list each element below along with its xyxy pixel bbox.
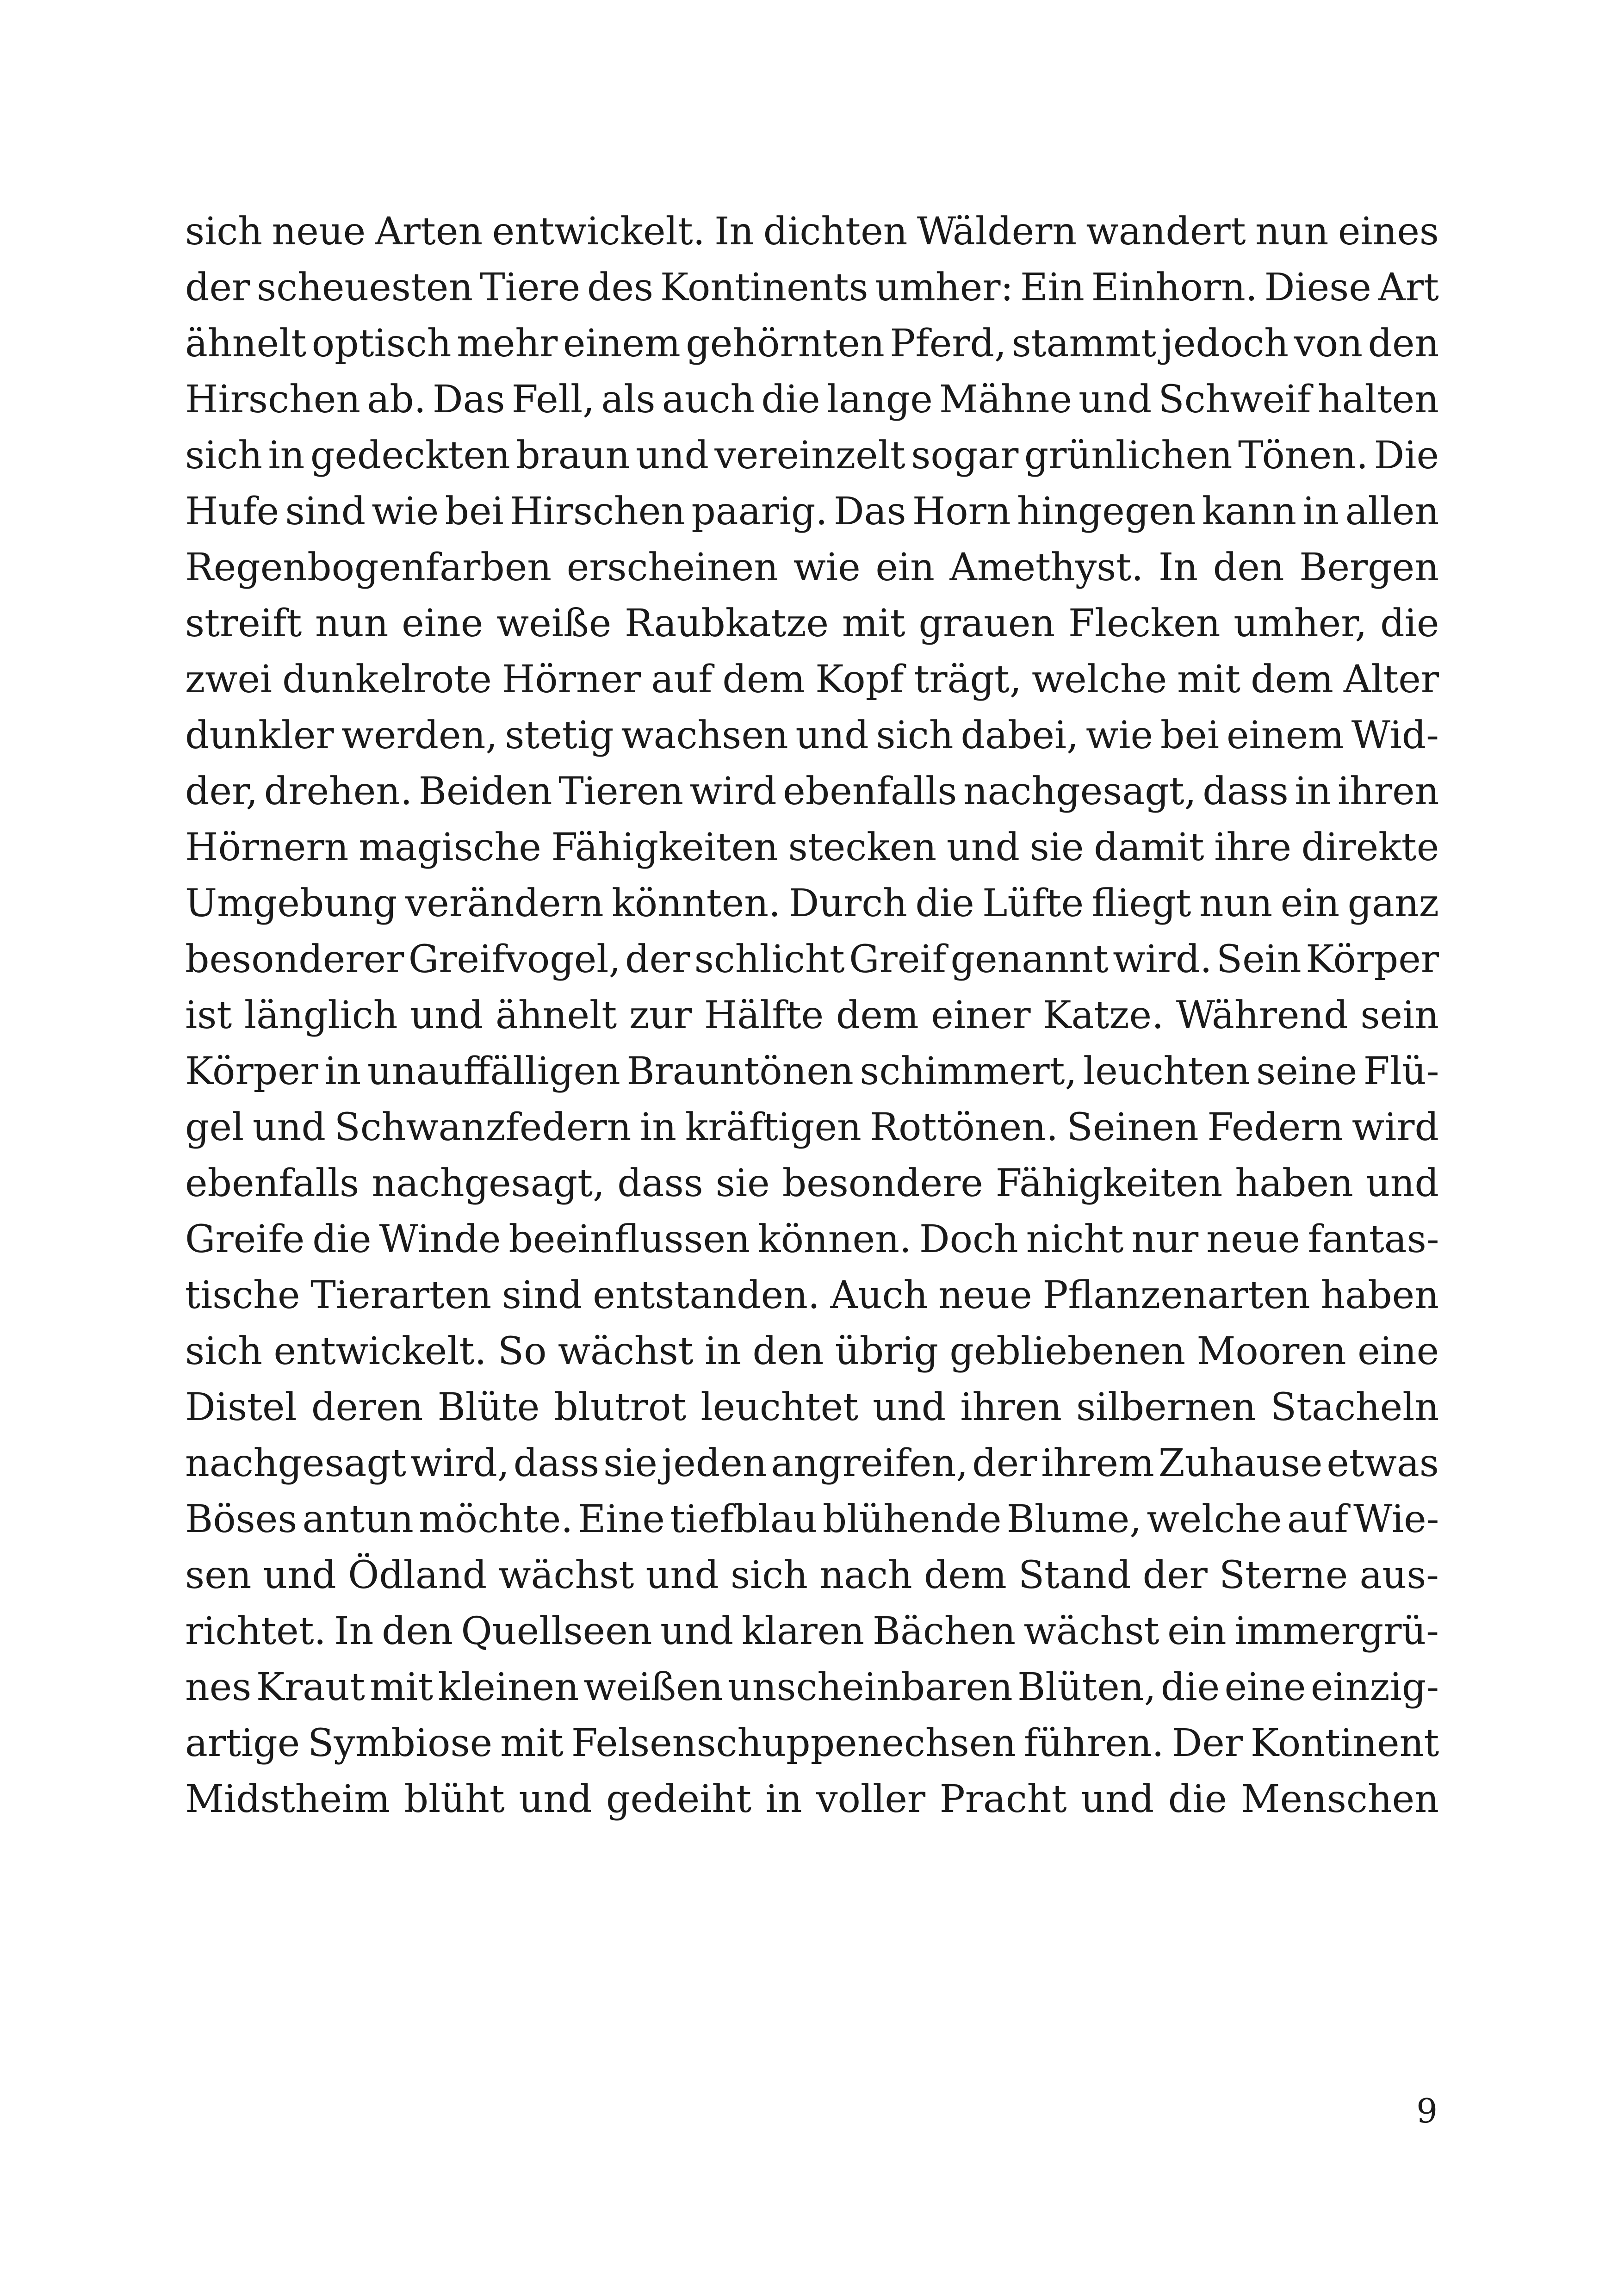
text-line: artige Symbiose mit Felsenschuppenechsen führen. Der Kontinent <box>185 1721 1439 1765</box>
text-line: Hirschen ab. Das Fell, als auch die lange Mähne und Schweif halten <box>185 378 1439 422</box>
text-line: besonderer Greifvogel, der schlicht Greif genannt wird. Sein Körper <box>185 937 1439 981</box>
text-line: der, drehen. Beiden Tieren wird ebenfalls nachgesagt, dass in ihren <box>185 769 1439 813</box>
text-line: sich in gedeckten braun und vereinzelt sogar grünlichen Tönen. Die <box>185 434 1439 478</box>
text-line: dunkler werden, stetig wachsen und sich dabei, wie bei einem Wid- <box>185 714 1439 757</box>
text-line: Hufe sind wie bei Hirschen paarig. Das Horn hingegen kann in allen <box>185 490 1439 534</box>
text-line: sich entwickelt. So wächst in den übrig gebliebenen Mooren eine <box>185 1329 1439 1373</box>
text-line: streift nun eine weiße Raubkatze mit grauen Flecken umher, die <box>185 602 1439 645</box>
text-line: Greife die Winde beeinflussen können. Doch nicht nur neue fantas- <box>185 1217 1439 1261</box>
text-line: richtet. In den Quellseen und klaren Bächen wächst ein immergrü- <box>185 1609 1439 1653</box>
text-line: sen und Ödland wächst und sich nach dem Stand der Sterne aus- <box>185 1553 1439 1597</box>
text-line: Hörnern magische Fähigkeiten stecken und sie damit ihre direkte <box>185 825 1439 869</box>
text-line: ebenfalls nachgesagt, dass sie besondere Fähigkeiten haben und <box>185 1161 1439 1205</box>
text-line: sich neue Arten entwickelt. In dichten Wäldern wandert nun eines <box>185 210 1439 254</box>
text-line: Midstheim blüht und gedeiht in voller Pracht und die Menschen <box>185 1777 1439 1821</box>
text-line: ähnelt optisch mehr einem gehörnten Pferd, stammt jedoch von den <box>185 322 1439 366</box>
text-line: Böses antun möchte. Eine tiefblau blühende Blume, welche auf Wie- <box>185 1497 1439 1541</box>
text-line: zwei dunkelrote Hörner auf dem Kopf trägt, welche mit dem Alter <box>185 658 1439 701</box>
text-line: Regenbogenfarben erscheinen wie ein Amethyst. In den Bergen <box>185 546 1439 590</box>
text-line: Körper in unauffälligen Brauntönen schimmert, leuchten seine Flü- <box>185 1049 1439 1093</box>
text-line: tische Tierarten sind entstanden. Auch neue Pflanzenarten haben <box>185 1273 1439 1317</box>
body-text <box>185 204 1439 1827</box>
text-line: Distel deren Blüte blutrot leuchtet und ihren silbernen Stacheln <box>185 1385 1439 1429</box>
text-line: gel und Schwanzfedern in kräftigen Rottönen. Seinen Federn wird <box>185 1105 1439 1149</box>
page-number: 9 <box>1416 2091 1438 2130</box>
text-line: der scheuesten Tiere des Kontinents umher: Ein Einhorn. Diese Art <box>185 266 1439 310</box>
text-line: nachgesagt wird, dass sie jeden angreifen, der ihrem Zuhause etwas <box>185 1441 1439 1485</box>
text-line: nes Kraut mit kleinen weißen unscheinbaren Blüten, die eine einzig- <box>185 1665 1439 1709</box>
text-line: Umgebung verändern könnten. Durch die Lüfte fliegt nun ein ganz <box>185 881 1439 925</box>
text-line: ist länglich und ähnelt zur Hälfte dem einer Katze. Während sein <box>185 993 1439 1037</box>
